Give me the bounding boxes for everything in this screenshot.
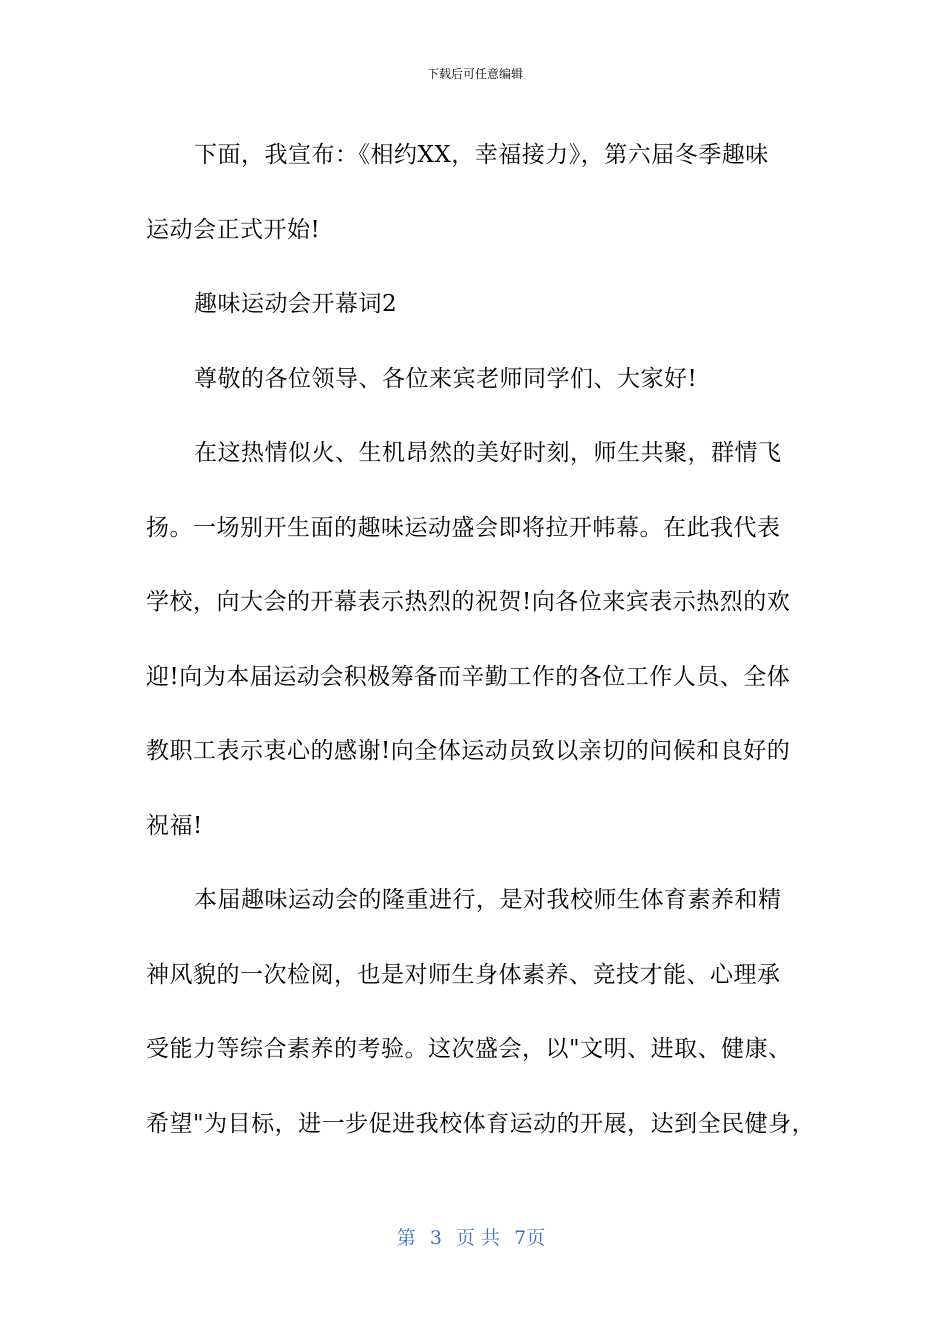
page-label-middle: 页 共 [456, 1227, 501, 1249]
paragraph-line: 本届趣味运动会的隆重进行，是对我校师生体育素养和精 [194, 887, 782, 913]
paragraph-line: 受能力等综合素养的考验。这次盛会，以"文明、进取、健康、 [146, 1036, 792, 1062]
paragraph-line: 神风貌的一次检阅，也是对师生身体素养、竞技才能、心理承 [146, 961, 781, 988]
paragraph-line: 希望"为目标，进一步促进我校体育运动的开展，达到全民健身， [146, 1110, 816, 1137]
paragraph-line: 教职工表示衷心的感谢!向全体运动员致以亲切的问候和良好的 [146, 738, 791, 764]
paragraph-line: 学校，向大会的开幕表示热烈的祝贺!向各位来宾表示热烈的欢 [146, 589, 791, 615]
page-current: 3 [429, 1227, 442, 1249]
page-header [0, 66, 950, 82]
paragraph-line: 运动会正式开始! [146, 216, 321, 243]
document-body [146, 118, 816, 1161]
paragraph-line: 下面，我宣布：《相约XX，幸福接力》，第六届冬季趣味 [194, 142, 769, 168]
paragraph-line: 祝福! [146, 812, 203, 839]
greeting-line: 尊敬的各位领导、各位来宾老师同学们、大家好! [194, 365, 698, 392]
section-heading: 趣味运动会开幕词2 [194, 291, 398, 317]
paragraph-line: 在这热情似火、生机昂然的美好时刻，师生共聚，群情飞 [194, 440, 782, 466]
page-total: 7页 [514, 1227, 546, 1249]
paragraph-line: 扬。一场别开生面的趣味运动盛会即将拉开帏幕。在此我代表 [146, 514, 781, 541]
page-label-prefix: 第 [396, 1227, 416, 1249]
page-footer [0, 1226, 950, 1250]
header-text: 下载后可任意编辑 [426, 67, 523, 81]
paragraph-line: 迎!向为本届运动会积极筹备而辛勤工作的各位工作人员、全体 [146, 663, 791, 690]
